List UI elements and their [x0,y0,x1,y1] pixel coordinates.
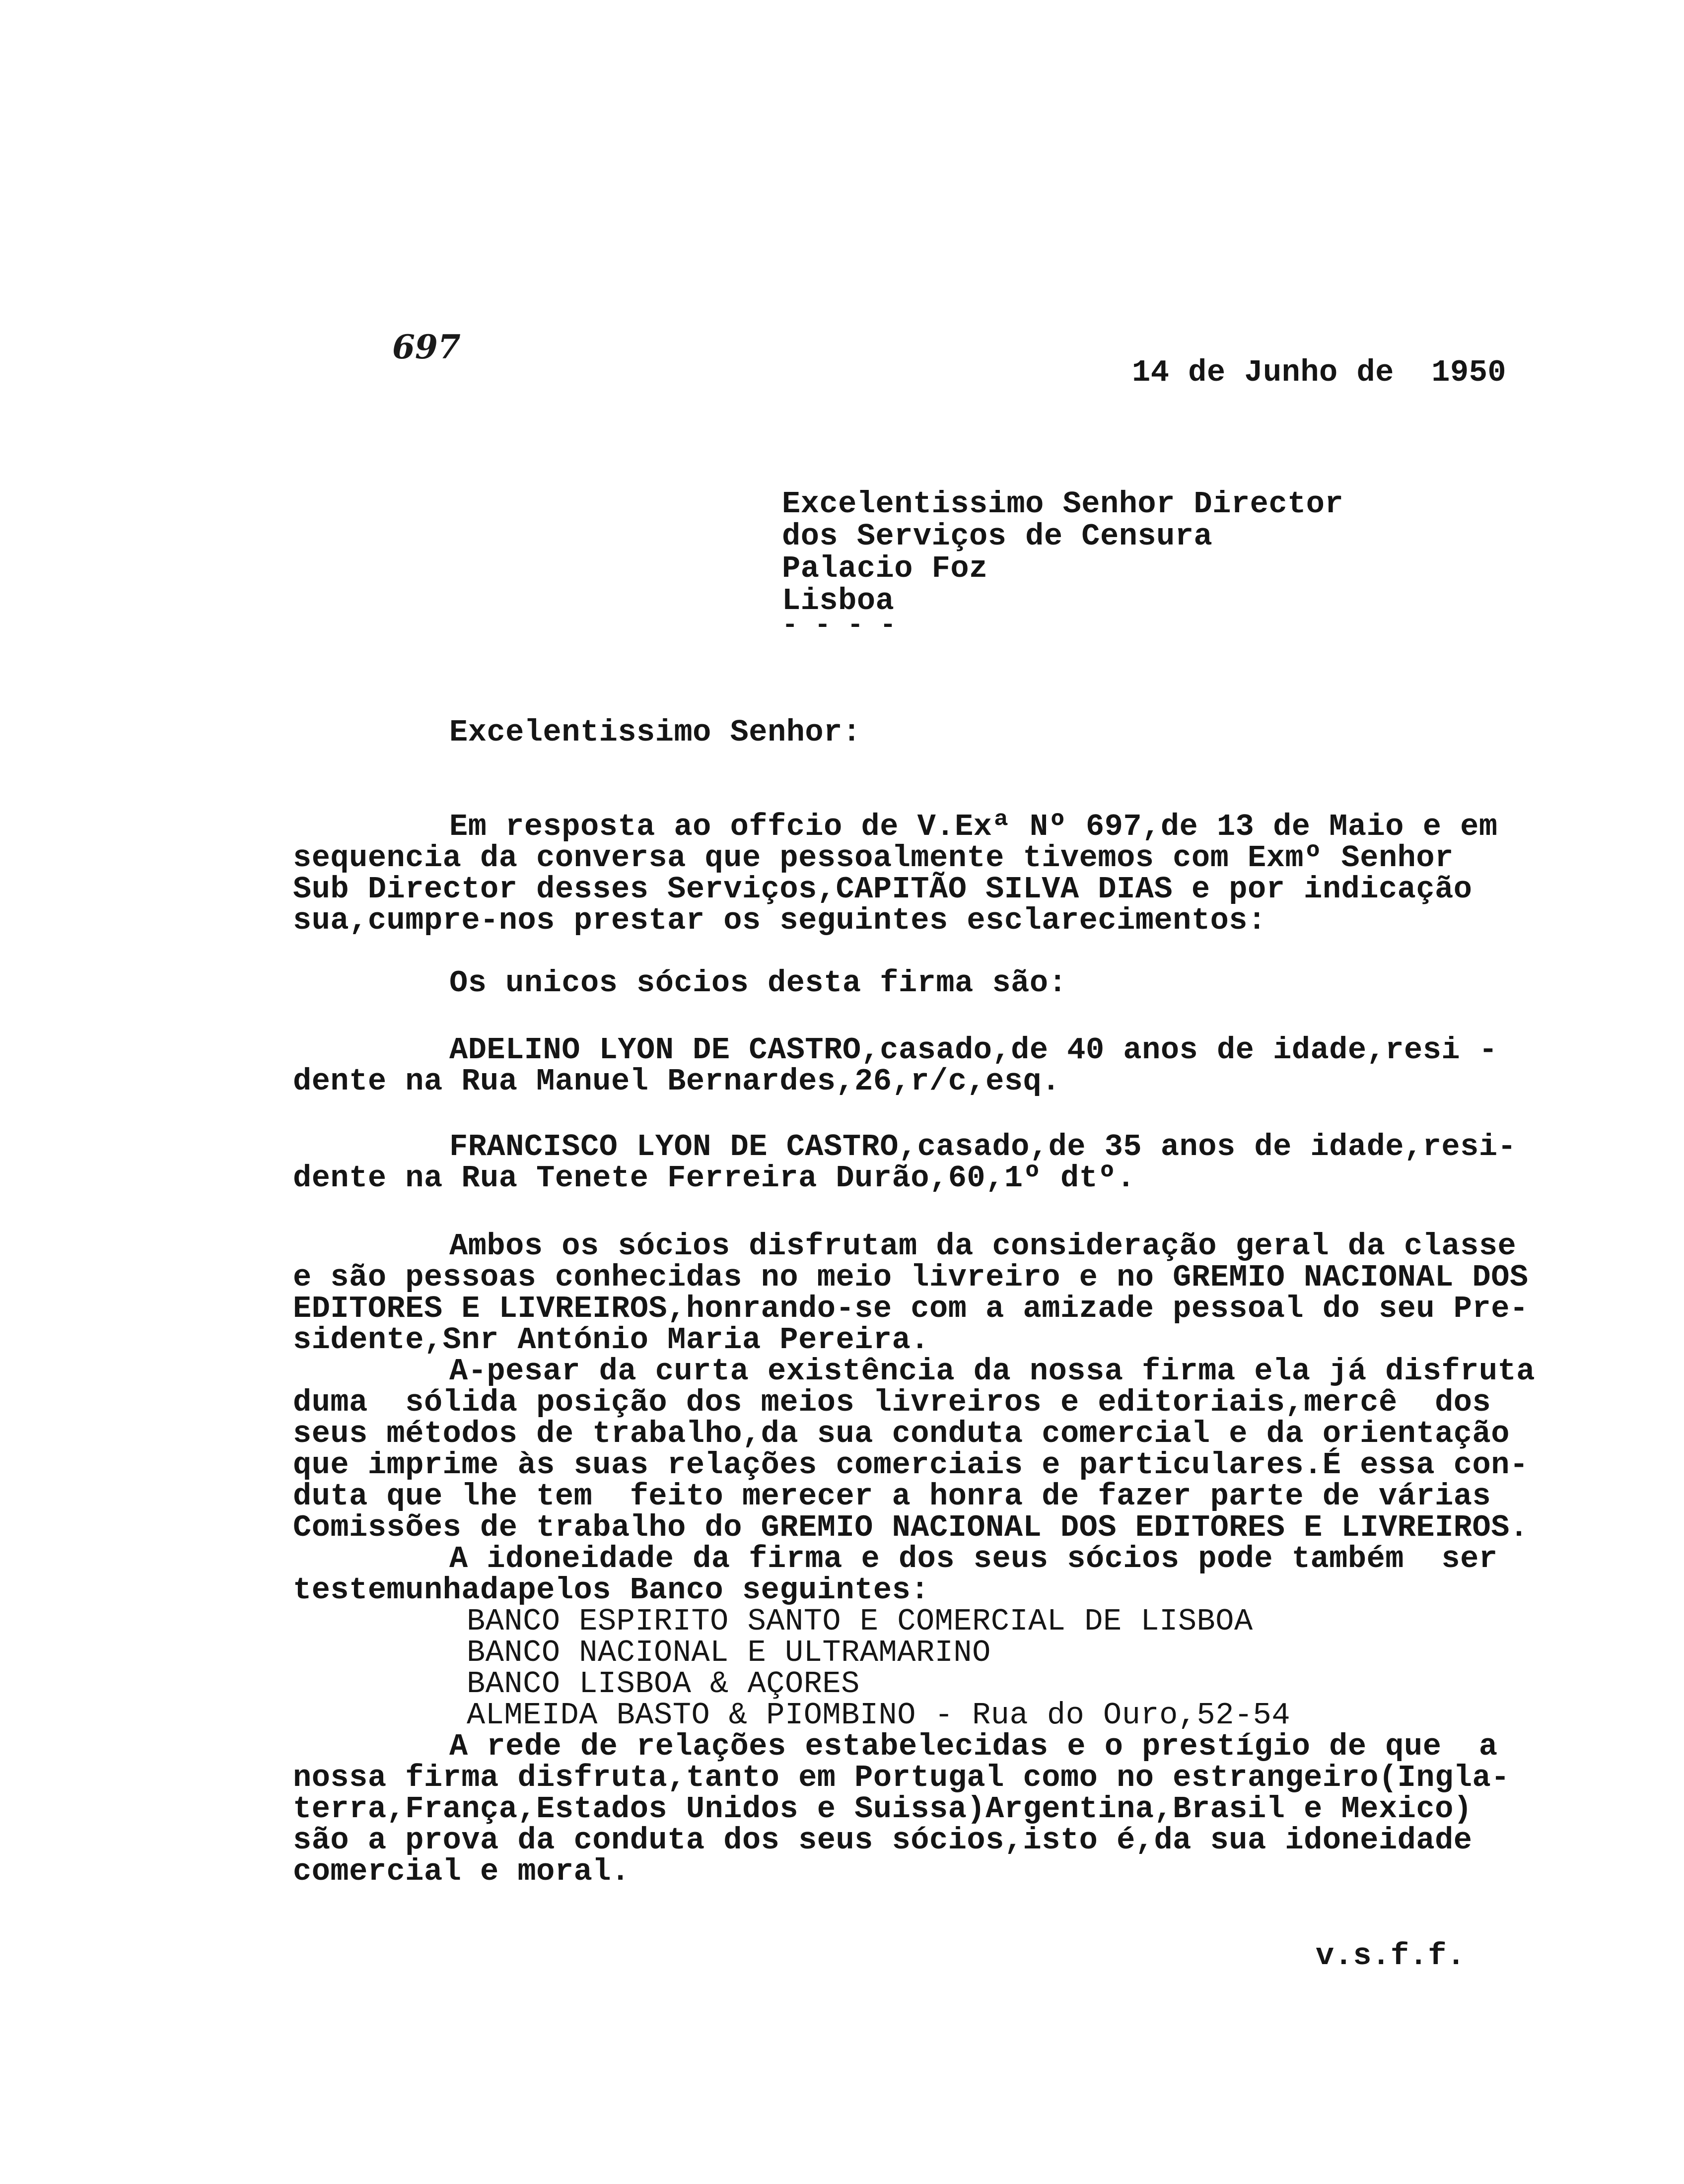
addressee-line-2: dos Serviços de Censura [782,519,1213,554]
body-line-17: que imprime às suas relações comerciais e particulares.É essa con- [293,1447,1529,1483]
body-line-29: são a prova da conduta dos seus sócios,isto é,da sua idoneidade [293,1823,1473,1858]
body-line-15: duma sólida posição dos meios livreiros e editoriais,mercê dos [293,1385,1491,1420]
body-line-26: A rede de relações estabelecidas e o prestígio de que a [449,1729,1498,1764]
body-line-9: dente na Rua Tenete Ferreira Durão,60,1º dtº. [293,1160,1135,1196]
bank-line-4: ALMEIDA BASTO & PIOMBINO - Rua do Ouro,52-54 [467,1698,1291,1733]
body-line-19: Comissões de trabalho do GREMIO NACIONAL DOS EDITORES E LIVREIROS. [293,1510,1529,1545]
body-line-4: sua,cumpre-nos prestar os seguintes esclarecimentos: [293,903,1266,938]
body-line-2: sequencia da conversa que pessoalmente tivemos com Exmº Senhor [293,840,1454,876]
body-line-11: e são pessoas conhecidas no meio livreiro e no GREMIO NACIONAL DOS [293,1260,1529,1295]
body-line-5: Os unicos sócios desta firma são: [449,965,1067,1001]
bank-line-3: BANCO LISBOA & AÇORES [467,1666,860,1702]
body-line-28: terra,França,Estados Unidos e Suissa)Argentina,Brasil e Mexico) [293,1791,1473,1827]
body-line-20: A idoneidade da firma e dos seus sócios pode também ser [449,1541,1498,1576]
addressee-divider: - - - - [782,611,897,641]
bank-line-1: BANCO ESPIRITO SANTO E COMERCIAL DE LISBOA [467,1604,1253,1639]
body-line-14: A-pesar da curta existência da nossa firma ela já disfruta [449,1354,1535,1389]
body-line-7: dente na Rua Manuel Bernardes,26,r/c,esq. [293,1064,1060,1099]
body-line-10: Ambos os sócios disfrutam da consideração geral da classe [449,1228,1517,1264]
body-line-3: Sub Director desses Serviços,CAPITÃO SILVA DIAS e por indicação [293,872,1473,907]
body-line-18: duta que lhe tem feito merecer a honra de fazer parte de várias [293,1479,1491,1514]
body-line-8: FRANCISCO LYON DE CASTRO,casado,de 35 anos de idade,resi- [449,1129,1517,1164]
body-line-16: seus métodos de trabalho,da sua conduta comercial e da orientação [293,1416,1510,1451]
addressee-line-1: Excelentissimo Senhor Director [782,486,1344,522]
body-line-27: nossa firma disfruta,tanto em Portugal como no estrangeiro(Ingla- [293,1760,1510,1795]
reference-note: 697 [392,328,461,366]
body-line-21: testemunhadapelos Banco seguintes: [293,1572,930,1608]
closing-abbreviation: v.s.f.f. [1316,1938,1466,1974]
body-line-13: sidente,Snr António Maria Pereira. [293,1322,930,1358]
letter-date: 14 de Junho de 1950 [1132,355,1507,390]
addressee-line-4: Lisboa [782,583,895,618]
body-line-12: EDITORES E LIVREIROS,honrando-se com a amizade pessoal do seu Pre- [293,1291,1529,1326]
addressee-line-3: Palacio Foz [782,551,988,586]
body-line-6: ADELINO LYON DE CASTRO,casado,de 40 anos de idade,resi - [449,1032,1498,1068]
body-line-1: Em resposta ao offcio de V.Exª Nº 697,de 13 de Maio e em [449,809,1498,844]
bank-line-2: BANCO NACIONAL E ULTRAMARINO [467,1635,991,1670]
salutation: Excelentissimo Senhor: [449,715,861,750]
body-line-30: comercial e moral. [293,1854,630,1889]
